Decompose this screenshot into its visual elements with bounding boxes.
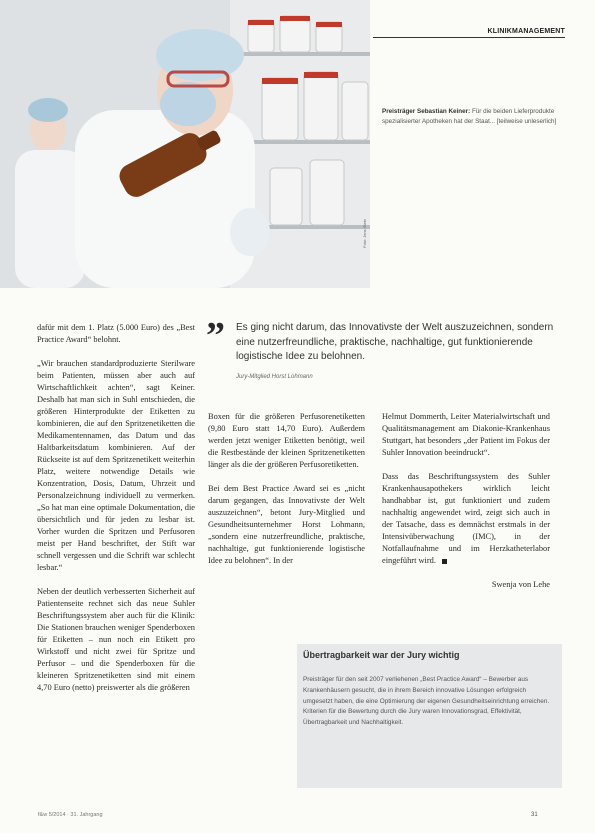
article-column-2 — [208, 411, 365, 579]
info-box-text: Preisträger für den seit 2007 verliehenen „Best Practice Award“ – Bewerber aus Krankenhäusern gesucht, die in ihrem Bereich innovative Lösungen erfolgreich umgesetzt haben, die eine Optimierung der eigenen Gesundheitseinrichtung erreichen. Kriterien für die Bewertung durch die Jury waren Innovationsgrad, Effektivität, Übertragbarkeit und Nachhaltigkeit. — [303, 676, 550, 727]
footer-issue: f&w 5/2014 · 31. Jahrgang — [38, 812, 103, 818]
lab-photo — [0, 0, 370, 288]
end-mark-icon — [442, 559, 447, 564]
page-number: 31 — [531, 812, 538, 818]
paragraph: Bei dem Best Practice Award sei es „nicht darum gegangen, das Innovativste der Welt auszuzeichnen“, betont Jury-Mitglied und Gesundheitsunternehmer Horst Lohmann, „sondern eine nutzerfreundliche, praktische, nachhaltige, gut funktionierende logistische Idee zu belohnen“. In der — [208, 484, 365, 565]
info-box-title: Übertragbarkeit war der Jury wichtig — [303, 650, 460, 660]
paragraph: Boxen für die größeren Perfusorenetiketten (9,80 Euro statt 14,70 Euro). Außerdem werden jetzt weniger Etiketten benötigt, weil die Restbestände der kleinen Spritzenetiketten länger als die der größeren Perfusoretiketten. — [208, 412, 365, 469]
article-column-1 — [37, 322, 195, 706]
pharmacist-lab-illustration — [0, 0, 370, 288]
paragraph-text: Dass das Beschriftungssystem des Suhler Krankenhausapothekers wirklich leicht handhabbar ist, gut funktioniert und zudem nachhaltig angewendet wird, zeigt sich auch in der Tatsache, dass es demnächst erstmals in der Intensivüberwachung (IMC), in der Notfallaufnahme und im Herzkatheterlabor eingeführt wird. — [382, 472, 550, 565]
author-name: Swenja von Lehe — [491, 580, 550, 589]
paragraph — [382, 471, 550, 567]
photo-credit: Foto: Jens Stein — [362, 219, 367, 248]
paragraph: Helmut Dommerth, Leiter Materialwirtschaft und Qualitätsmanagement am Diakonie-Krankenhaus Stuttgart, hat besonders „der Patient im Fokus der Suhler Innovation beeindruckt“. — [382, 412, 550, 457]
section-label: KLINIKMANAGEMENT — [373, 28, 565, 38]
article-column-3 — [382, 411, 550, 591]
caption-name: Preisträger Sebastian Keiner: — [382, 108, 471, 115]
pull-quote-source: Jury-Mitglied Horst Lohmann — [236, 374, 313, 380]
caption-text: Für die beiden Lieferprodukte spezialisierter Apotheken hat der Staat... [teilweise unleserlich] — [382, 108, 557, 125]
photo-caption — [382, 107, 567, 127]
quote-mark-icon: ” — [206, 315, 225, 357]
paragraph: „Wir brauchen standardproduzierte Sterilware beim Patienten, müssen aber auch auf Wirtschaftlichkeit achten“, sagt Keiner. Deshalb hat man sich in Suhl entschieden, die größeren Hinterprodukte der Etiketten zu kombinieren, die auf den Spritzenetiketten die Medikamentennamen, das Datum und das Haltbarkeitsdatum kombinieren. Auf der Rückseite ist auf dem Spritzenetikett weiterhin Platz, weitere notwendige Details wie Konzentration, Dosis, Datum, Uhrzeit und Personalzeichnung individuell zu vermerken. „So hat man eine optimale Dokumentation, die übersichtlich und für jeden zu lesbar ist. Vorher wurden die Spritzen und Perfusoren meist per Hand beschriftet, der Stift war schnell vergessen und die Schrift war schlecht lesbar.“ — [37, 359, 195, 572]
pull-quote: Es ging nicht darum, das Innovativste der Welt auszuzeichnen, sondern eine nutzerfreundliche, praktische, nachhaltige, gut funktionierende logistische Idee zu belohnen. — [236, 322, 554, 362]
paragraph: Neben der deutlich verbesserten Sicherheit auf Patientenseite rechnet sich das neue Suhler Beschriftungssystem aber auch für die Klinik: Die Stationen brauchen weniger Spenderboxen für Etiketten – nun noch ein Etikett pro Wirkstoff und nicht zwei für Spritze und Perfusor – und die Spenderboxen für die kleineren Spritzenetiketten sind mit einem 4,70 Euro (netto) preiswerter als die größeren — [37, 587, 195, 692]
paragraph: dafür mit dem 1. Platz (5.000 Euro) des „Best Practice Award“ belohnt. — [37, 323, 195, 344]
